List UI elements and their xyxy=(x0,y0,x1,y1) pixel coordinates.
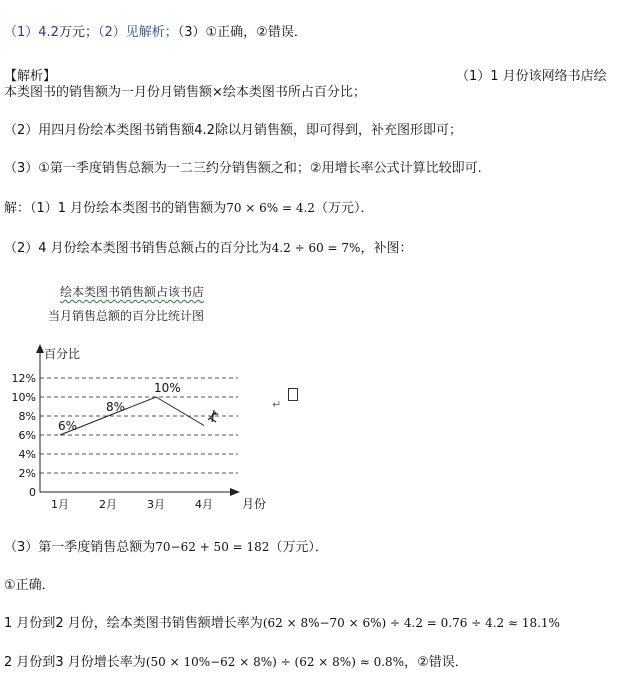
part3-g1-math: (62 × 8%−70 × 6%) ÷ 4.2 = 0.76 ÷ 4.2 ≈ 18.1% xyxy=(262,616,560,630)
solution-2-math: 4.2 ÷ 60 = 7% xyxy=(271,241,361,255)
part3-q3-math: 70−62 + 50 = 182 xyxy=(155,540,270,554)
y-axis-label: 百分比 xyxy=(44,347,81,361)
data-label: 8% xyxy=(106,400,126,414)
x-tick-label: 2月 xyxy=(99,498,117,511)
y-tick-label: 8% xyxy=(18,410,36,423)
y-tick-label: 4% xyxy=(18,448,36,461)
answer-part2: （2）见解析； xyxy=(97,25,178,40)
solution-line-1 xyxy=(4,199,373,218)
part3-g1-text: 1 月份到2 月份，绘本类图书销售额增长率为 xyxy=(4,616,263,631)
x-tick-labels xyxy=(51,498,213,511)
part3-g2-end: ，②错误． xyxy=(404,655,468,670)
solution-line-2 xyxy=(4,239,412,258)
x-tick-label: 4月 xyxy=(195,498,213,511)
solution-1-math: 70 × 6% = 4.2 xyxy=(226,201,315,215)
placeholder-box-icon xyxy=(288,388,299,406)
y-tick-label: 6% xyxy=(18,429,36,442)
y-tick-label: 0 xyxy=(29,486,36,499)
part3-g2-text: 2 月份到3 月份增长率为 xyxy=(4,655,146,670)
part3-growth-2 xyxy=(4,653,468,672)
analysis-line-4: （3）①第一季度销售总额为一二三约分销售额之和；②用增长率公式计算比较即可. xyxy=(4,161,482,176)
answer-part1: （1）4.2 xyxy=(4,25,59,40)
part3-q3-text: （3）第一季度销售总额为 xyxy=(4,540,156,555)
data-labels xyxy=(58,381,181,433)
answer-part3: （3）①正确，②错误． xyxy=(177,25,307,40)
solution-2-end: ，补图： xyxy=(360,241,413,256)
x-tick-label: 3月 xyxy=(147,498,165,511)
part3-correct: ①正确． xyxy=(4,578,55,593)
y-tick-labels xyxy=(12,372,36,499)
data-label: 6% xyxy=(58,419,78,433)
part3-growth-1 xyxy=(4,614,560,633)
chart-subtitle: 当月销售总额的百分比统计图 xyxy=(48,309,205,323)
analysis-line-3: （2）用四月份绘本类图书销售额4.2除以月销售额，即可得到，补充图形即可； xyxy=(4,123,462,138)
part3-g2-math: (50 × 10%−62 × 8%) ÷ (62 × 8%) ≈ 0.8% xyxy=(145,655,405,669)
answer-part1-unit: 万元； xyxy=(58,25,98,40)
part3-line-1 xyxy=(4,538,328,557)
x-axis-label: 月份 xyxy=(242,497,267,511)
x-tick-label: 1月 xyxy=(51,498,69,511)
chart-title: 绘本类图书销售额占该书店 xyxy=(60,285,205,299)
analysis-tag: 【解析】 xyxy=(4,69,57,84)
data-label: 10% xyxy=(154,381,181,395)
analysis-line-2: 本类图书的销售额为一月份月销售额×绘本类图书所占百分比； xyxy=(4,85,366,100)
analysis-right-text: （1）1 月份该网络书店绘 xyxy=(456,69,607,84)
solution-1-text: 解：（1）1 月份绘本类图书的销售额为 xyxy=(4,201,227,216)
line-chart xyxy=(0,330,320,520)
y-tick-label: 2% xyxy=(18,467,36,480)
y-tick-label: 12% xyxy=(11,372,36,385)
y-tick-label: 10% xyxy=(11,391,36,404)
solution-1-unit: （万元）． xyxy=(314,201,374,216)
answer-line xyxy=(4,24,307,42)
part3-q3-unit: （万元）． xyxy=(269,540,328,555)
return-marker-icon: ↵ xyxy=(272,398,282,411)
solution-2-text: （2）4 月份绘本类图书销售总额占的百分比为 xyxy=(4,241,272,256)
